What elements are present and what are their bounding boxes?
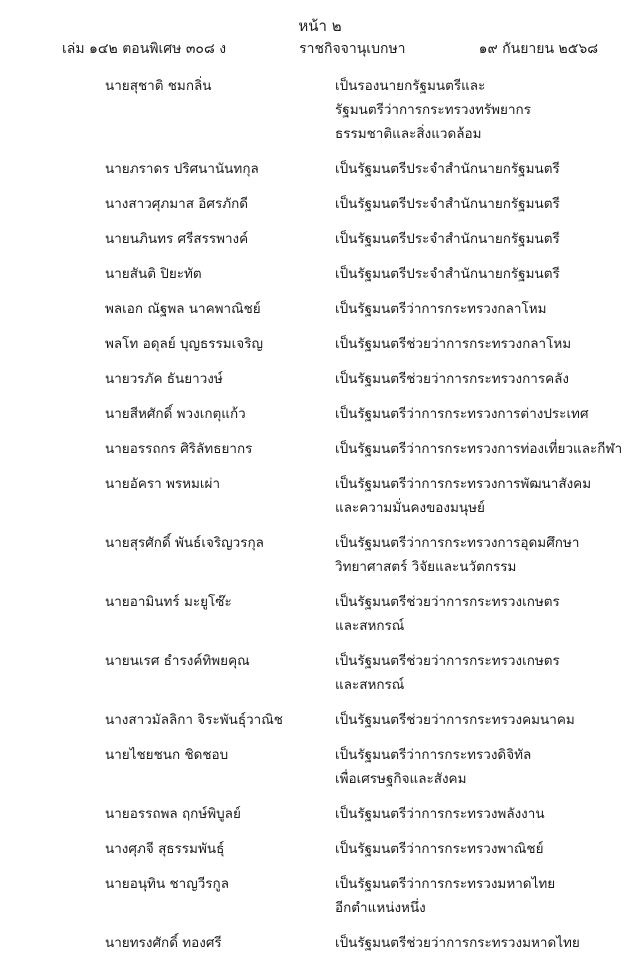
minister-name: นายทรงศักดิ์ ทองศรี bbox=[105, 935, 222, 951]
position-line: เป็นรัฐมนตรีว่าการกระทรวงการอุดมศึกษา bbox=[335, 535, 580, 551]
publication-date: ๑๙ กันยายน ๒๕๖๘ bbox=[478, 41, 598, 57]
minister-name: นายอรรถกร ศิริลัทธยากร bbox=[105, 441, 253, 457]
minister-name: นายวรภัค ธันยาวงษ์ bbox=[105, 371, 223, 387]
minister-position bbox=[335, 192, 640, 216]
minister-name: นายสุชาติ ชมกลิ่น bbox=[105, 78, 212, 94]
minister-position bbox=[335, 708, 640, 732]
appointment-entry bbox=[0, 367, 640, 391]
position-line: เป็นรัฐมนตรีว่าการกระทรวงพลังงาน bbox=[335, 806, 545, 822]
appointment-entry bbox=[0, 649, 640, 697]
minister-position bbox=[335, 590, 640, 638]
minister-position bbox=[335, 332, 640, 356]
position-line: เป็นรัฐมนตรีประจำสำนักนายกรัฐมนตรี bbox=[335, 266, 560, 282]
appointment-entry bbox=[0, 402, 640, 426]
minister-position bbox=[335, 931, 640, 955]
minister-name: นายสันติ ปิยะทัต bbox=[105, 266, 202, 282]
position-line: รัฐมนตรีว่าการกระทรวงทรัพยากร bbox=[335, 102, 531, 118]
minister-name: นางสาวศุภมาส อิศรภักดี bbox=[105, 196, 249, 212]
position-line: เป็นรัฐมนตรีช่วยว่าการกระทรวงการคลัง bbox=[335, 371, 569, 387]
appointment-entry bbox=[0, 531, 640, 579]
publication-name: ราชกิจจานุเบกษา bbox=[299, 41, 406, 57]
position-line: เป็นรัฐมนตรีประจำสำนักนายกรัฐมนตรี bbox=[335, 231, 560, 247]
minister-position bbox=[335, 837, 640, 861]
position-line: เป็นรัฐมนตรีว่าการกระทรวงการท่องเที่ยวและกีฬา bbox=[335, 441, 623, 457]
minister-position bbox=[335, 472, 640, 520]
position-line: เป็นรัฐมนตรีว่าการกระทรวงการพัฒนาสังคม bbox=[335, 476, 592, 492]
position-line: เป็นรองนายกรัฐมนตรีและ bbox=[335, 78, 486, 94]
position-line: เป็นรัฐมนตรีประจำสำนักนายกรัฐมนตรี bbox=[335, 196, 560, 212]
position-line: วิทยาศาสตร์ วิจัยและนวัตกรรม bbox=[335, 559, 517, 575]
minister-name: นายอามินทร์ มะยูโซ๊ะ bbox=[105, 594, 232, 610]
minister-name: นายไชยชนก ชิดชอบ bbox=[105, 747, 229, 763]
minister-position bbox=[335, 743, 640, 791]
position-line: ธรรมชาติและสิ่งแวดล้อม bbox=[335, 126, 482, 142]
minister-name: นางศุภจี สุธรรมพันธุ์ bbox=[105, 841, 225, 857]
minister-position bbox=[335, 531, 640, 579]
appointment-entry bbox=[0, 743, 640, 791]
position-line: เพื่อเศรษฐกิจและสังคม bbox=[335, 771, 467, 787]
minister-name: พลโท อดุลย์ บุญธรรมเจริญ bbox=[105, 336, 263, 352]
position-line: เป็นรัฐมนตรีว่าการกระทรวงพาณิชย์ bbox=[335, 841, 544, 857]
appointment-entry bbox=[0, 802, 640, 826]
position-line: เป็นรัฐมนตรีประจำสำนักนายกรัฐมนตรี bbox=[335, 161, 560, 177]
appointment-entry bbox=[0, 590, 640, 638]
appointment-entry bbox=[0, 157, 640, 181]
position-line: เป็นรัฐมนตรีช่วยว่าการกระทรวงเกษตร bbox=[335, 653, 560, 669]
minister-name: นายสุรศักดิ์ พันธ์เจริญวรกุล bbox=[105, 535, 264, 551]
minister-position bbox=[335, 157, 640, 181]
position-line: และสหกรณ์ bbox=[335, 618, 405, 634]
position-line: และความมั่นคงของมนุษย์ bbox=[335, 500, 485, 516]
position-line: เป็นรัฐมนตรีว่าการกระทรวงกลาโหม bbox=[335, 301, 547, 317]
minister-position bbox=[335, 262, 640, 286]
minister-name: นายนภินทร ศรีสรรพางค์ bbox=[105, 231, 249, 247]
appointment-entry bbox=[0, 708, 640, 732]
position-line: อีกตำแหน่งหนึ่ง bbox=[335, 900, 426, 916]
appointment-entry bbox=[0, 437, 640, 461]
minister-position bbox=[335, 74, 640, 146]
minister-name: นายอนุทิน ชาญวีรกูล bbox=[105, 876, 229, 892]
appointment-entry bbox=[0, 227, 640, 251]
minister-name: พลเอก ณัฐพล นาคพาณิชย์ bbox=[105, 301, 261, 317]
appointment-list bbox=[0, 74, 640, 966]
appointment-entry bbox=[0, 837, 640, 861]
page-number: หน้า ๒ bbox=[298, 17, 342, 35]
appointment-entry bbox=[0, 297, 640, 321]
minister-position bbox=[335, 402, 640, 426]
appointment-entry bbox=[0, 262, 640, 286]
position-line: เป็นรัฐมนตรีช่วยว่าการกระทรวงกลาโหม bbox=[335, 336, 572, 352]
gazette-header bbox=[62, 38, 598, 60]
minister-position bbox=[335, 872, 640, 920]
minister-name: นายอัครา พรหมเผ่า bbox=[105, 476, 221, 492]
position-line: เป็นรัฐมนตรีว่าการกระทรวงการต่างประเทศ bbox=[335, 406, 589, 422]
position-line: เป็นรัฐมนตรีช่วยว่าการกระทรวงคมนาคม bbox=[335, 712, 575, 728]
appointment-entry bbox=[0, 192, 640, 216]
minister-name: นายอรรถพล ฤกษ์พิบูลย์ bbox=[105, 806, 241, 822]
minister-name: นายสีหศักดิ์ พวงเกตุแก้ว bbox=[105, 406, 246, 422]
position-line: เป็นรัฐมนตรีว่าการกระทรวงดิจิทัล bbox=[335, 747, 532, 763]
minister-position bbox=[335, 227, 640, 251]
minister-position bbox=[335, 649, 640, 697]
position-line: และสหกรณ์ bbox=[335, 677, 405, 693]
minister-position bbox=[335, 297, 640, 321]
minister-position bbox=[335, 367, 640, 391]
position-line: เป็นรัฐมนตรีช่วยว่าการกระทรวงเกษตร bbox=[335, 594, 560, 610]
appointment-entry bbox=[0, 332, 640, 356]
appointment-entry bbox=[0, 931, 640, 955]
minister-name: นายภราดร ปริศนานันทกุล bbox=[105, 161, 259, 177]
minister-name: นางสาวมัลลิกา จิระพันธุ์วาณิช bbox=[105, 712, 283, 728]
position-line: เป็นรัฐมนตรีช่วยว่าการกระทรวงมหาดไทย bbox=[335, 935, 580, 951]
appointment-entry bbox=[0, 472, 640, 520]
minister-position bbox=[335, 802, 640, 826]
appointment-entry bbox=[0, 74, 640, 146]
minister-name: นายนเรศ ธำรงค์ทิพยคุณ bbox=[105, 653, 250, 669]
position-line: เป็นรัฐมนตรีว่าการกระทรวงมหาดไทย bbox=[335, 876, 556, 892]
appointment-entry bbox=[0, 872, 640, 920]
minister-position bbox=[335, 437, 640, 461]
volume-issue: เล่ม ๑๔๒ ตอนพิเศษ ๓๐๘ ง bbox=[62, 41, 227, 57]
